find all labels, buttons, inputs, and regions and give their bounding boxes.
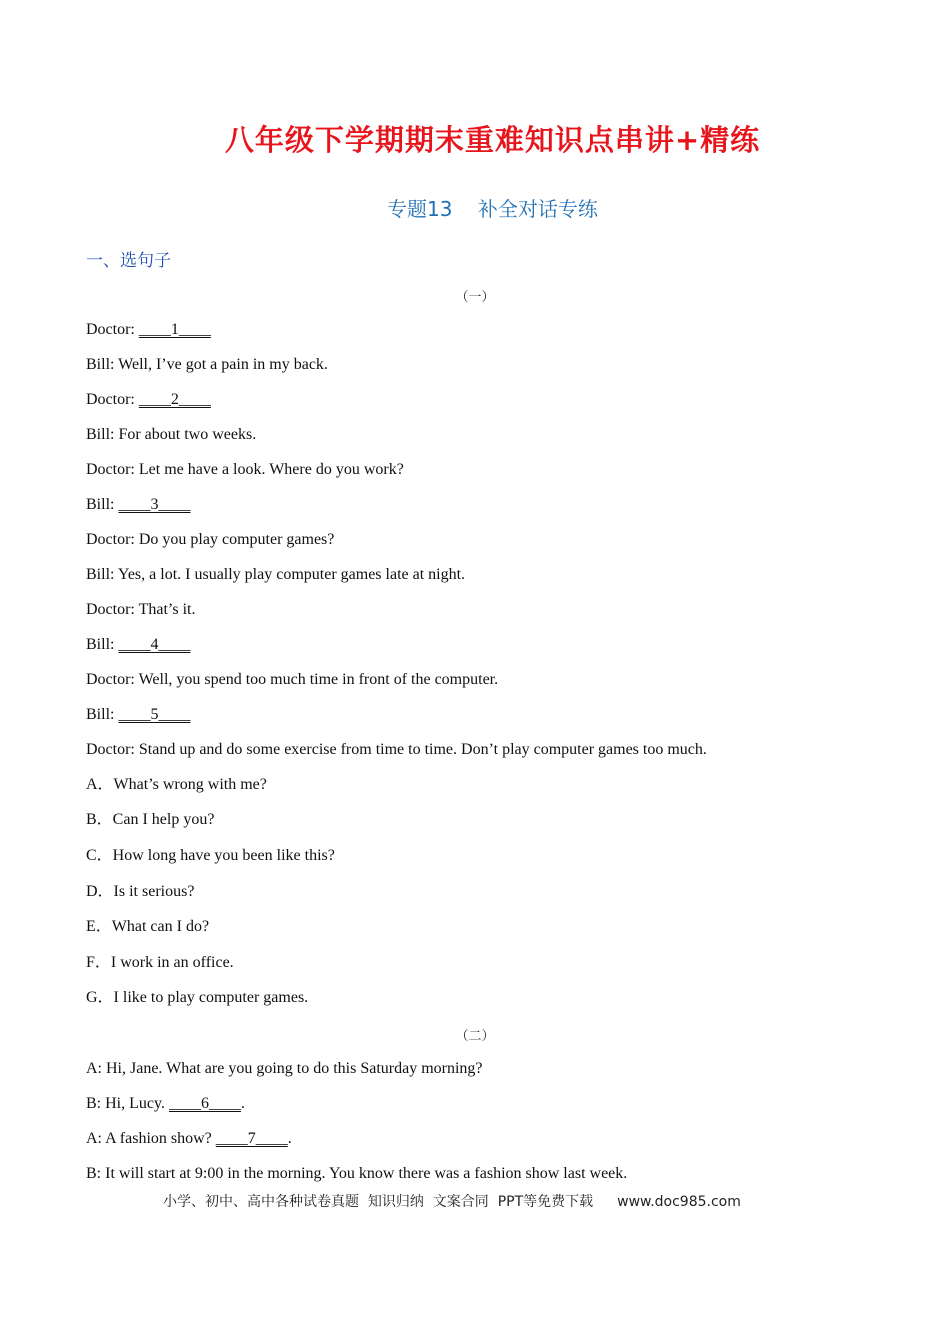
dialogue-text: Bill: Yes, a lot. I usually play computer games late at night.: [86, 566, 466, 583]
dialogue-line: [86, 460, 404, 480]
dialogue-text: Doctor: Do you play computer games?: [86, 531, 335, 548]
dialogue-text: Doctor:: [86, 391, 139, 408]
dialogue-line: [86, 740, 707, 760]
dialogue-text: B: It will start at 9:00 in the morning. You know there was a fashion show last week.: [86, 1165, 628, 1182]
dialogue-line: [86, 1059, 483, 1079]
dialogue-line: [86, 495, 190, 515]
option-item: B．Can I help you?: [86, 811, 215, 828]
document-title: 八年级下学期期末重难知识点串讲+精练: [224, 123, 761, 157]
dialogue-text: Bill:: [86, 496, 119, 513]
dialogue-line: [86, 635, 190, 655]
dialogue-text: Doctor: Well, you spend too much time in front of the computer.: [86, 671, 499, 688]
dialogue-line: [86, 425, 256, 445]
answer-blank[interactable]: ____6____: [168, 1095, 241, 1112]
answer-blank[interactable]: ____7____: [215, 1130, 288, 1147]
dialogue-text: Bill: Well, I’ve got a pain in my back.: [86, 356, 328, 373]
dialogue-line: [86, 1094, 245, 1114]
dialogue-text: A: A fashion show?: [86, 1130, 216, 1147]
answer-blank[interactable]: ____2____: [138, 391, 211, 408]
answer-blank[interactable]: ____1____: [138, 321, 211, 338]
dialogue-line: [86, 320, 211, 340]
dialogue-line: [86, 600, 195, 620]
dialogue-text: Bill:: [86, 636, 119, 653]
option-item: G．I like to play computer games.: [86, 989, 309, 1006]
dialogue-line: [86, 1129, 292, 1149]
dialogue-line: [86, 565, 465, 585]
dialogue-line: [86, 355, 328, 375]
dialogue-line: [86, 1164, 627, 1184]
page-footer: [163, 1191, 741, 1211]
answer-blank[interactable]: ____4____: [118, 636, 191, 653]
dialogue-line: [86, 530, 334, 550]
dialogue-line: [86, 390, 211, 410]
option-item: D．Is it serious?: [86, 883, 195, 900]
part-label-2: （二）: [455, 1029, 495, 1044]
dialogue-text: A: Hi, Jane. What are you going to do this Saturday morning?: [86, 1060, 483, 1077]
dialogue-text: Bill: For about two weeks.: [86, 426, 257, 443]
dialogue-text: Doctor:: [86, 321, 139, 338]
footer-text: 小学、初中、高中各种试卷真题 知识归纳 文案合同 PPT等免费下载: [163, 1194, 594, 1210]
dialogue-text-after: .: [287, 1130, 292, 1147]
dialogue-line: [86, 705, 190, 725]
footer-url: www.doc985.com: [617, 1194, 741, 1210]
part-label-1: （一）: [455, 290, 495, 305]
dialogue-text: Doctor: Stand up and do some exercise from time to time. Don’t play computer games too much.: [86, 741, 707, 758]
dialogue-text: Bill:: [86, 706, 119, 723]
dialogue-text: B: Hi, Lucy.: [86, 1095, 169, 1112]
dialogue-text: Doctor: Let me have a look. Where do you work?: [86, 461, 404, 478]
answer-blank[interactable]: ____3____: [118, 496, 191, 513]
option-item: F．I work in an office.: [86, 954, 234, 971]
section-heading: 一、选句子: [86, 251, 171, 271]
option-item: E．What can I do?: [86, 918, 210, 935]
option-item: C．How long have you been like this?: [86, 847, 335, 864]
answer-blank[interactable]: ____5____: [118, 706, 191, 723]
dialogue-line: [86, 670, 498, 690]
option-item: A．What’s wrong with me?: [86, 776, 267, 793]
dialogue-text-after: .: [240, 1095, 245, 1112]
document-subtitle: 专题13 补全对话专练: [387, 197, 598, 221]
dialogue-text: Doctor: That’s it.: [86, 601, 196, 618]
